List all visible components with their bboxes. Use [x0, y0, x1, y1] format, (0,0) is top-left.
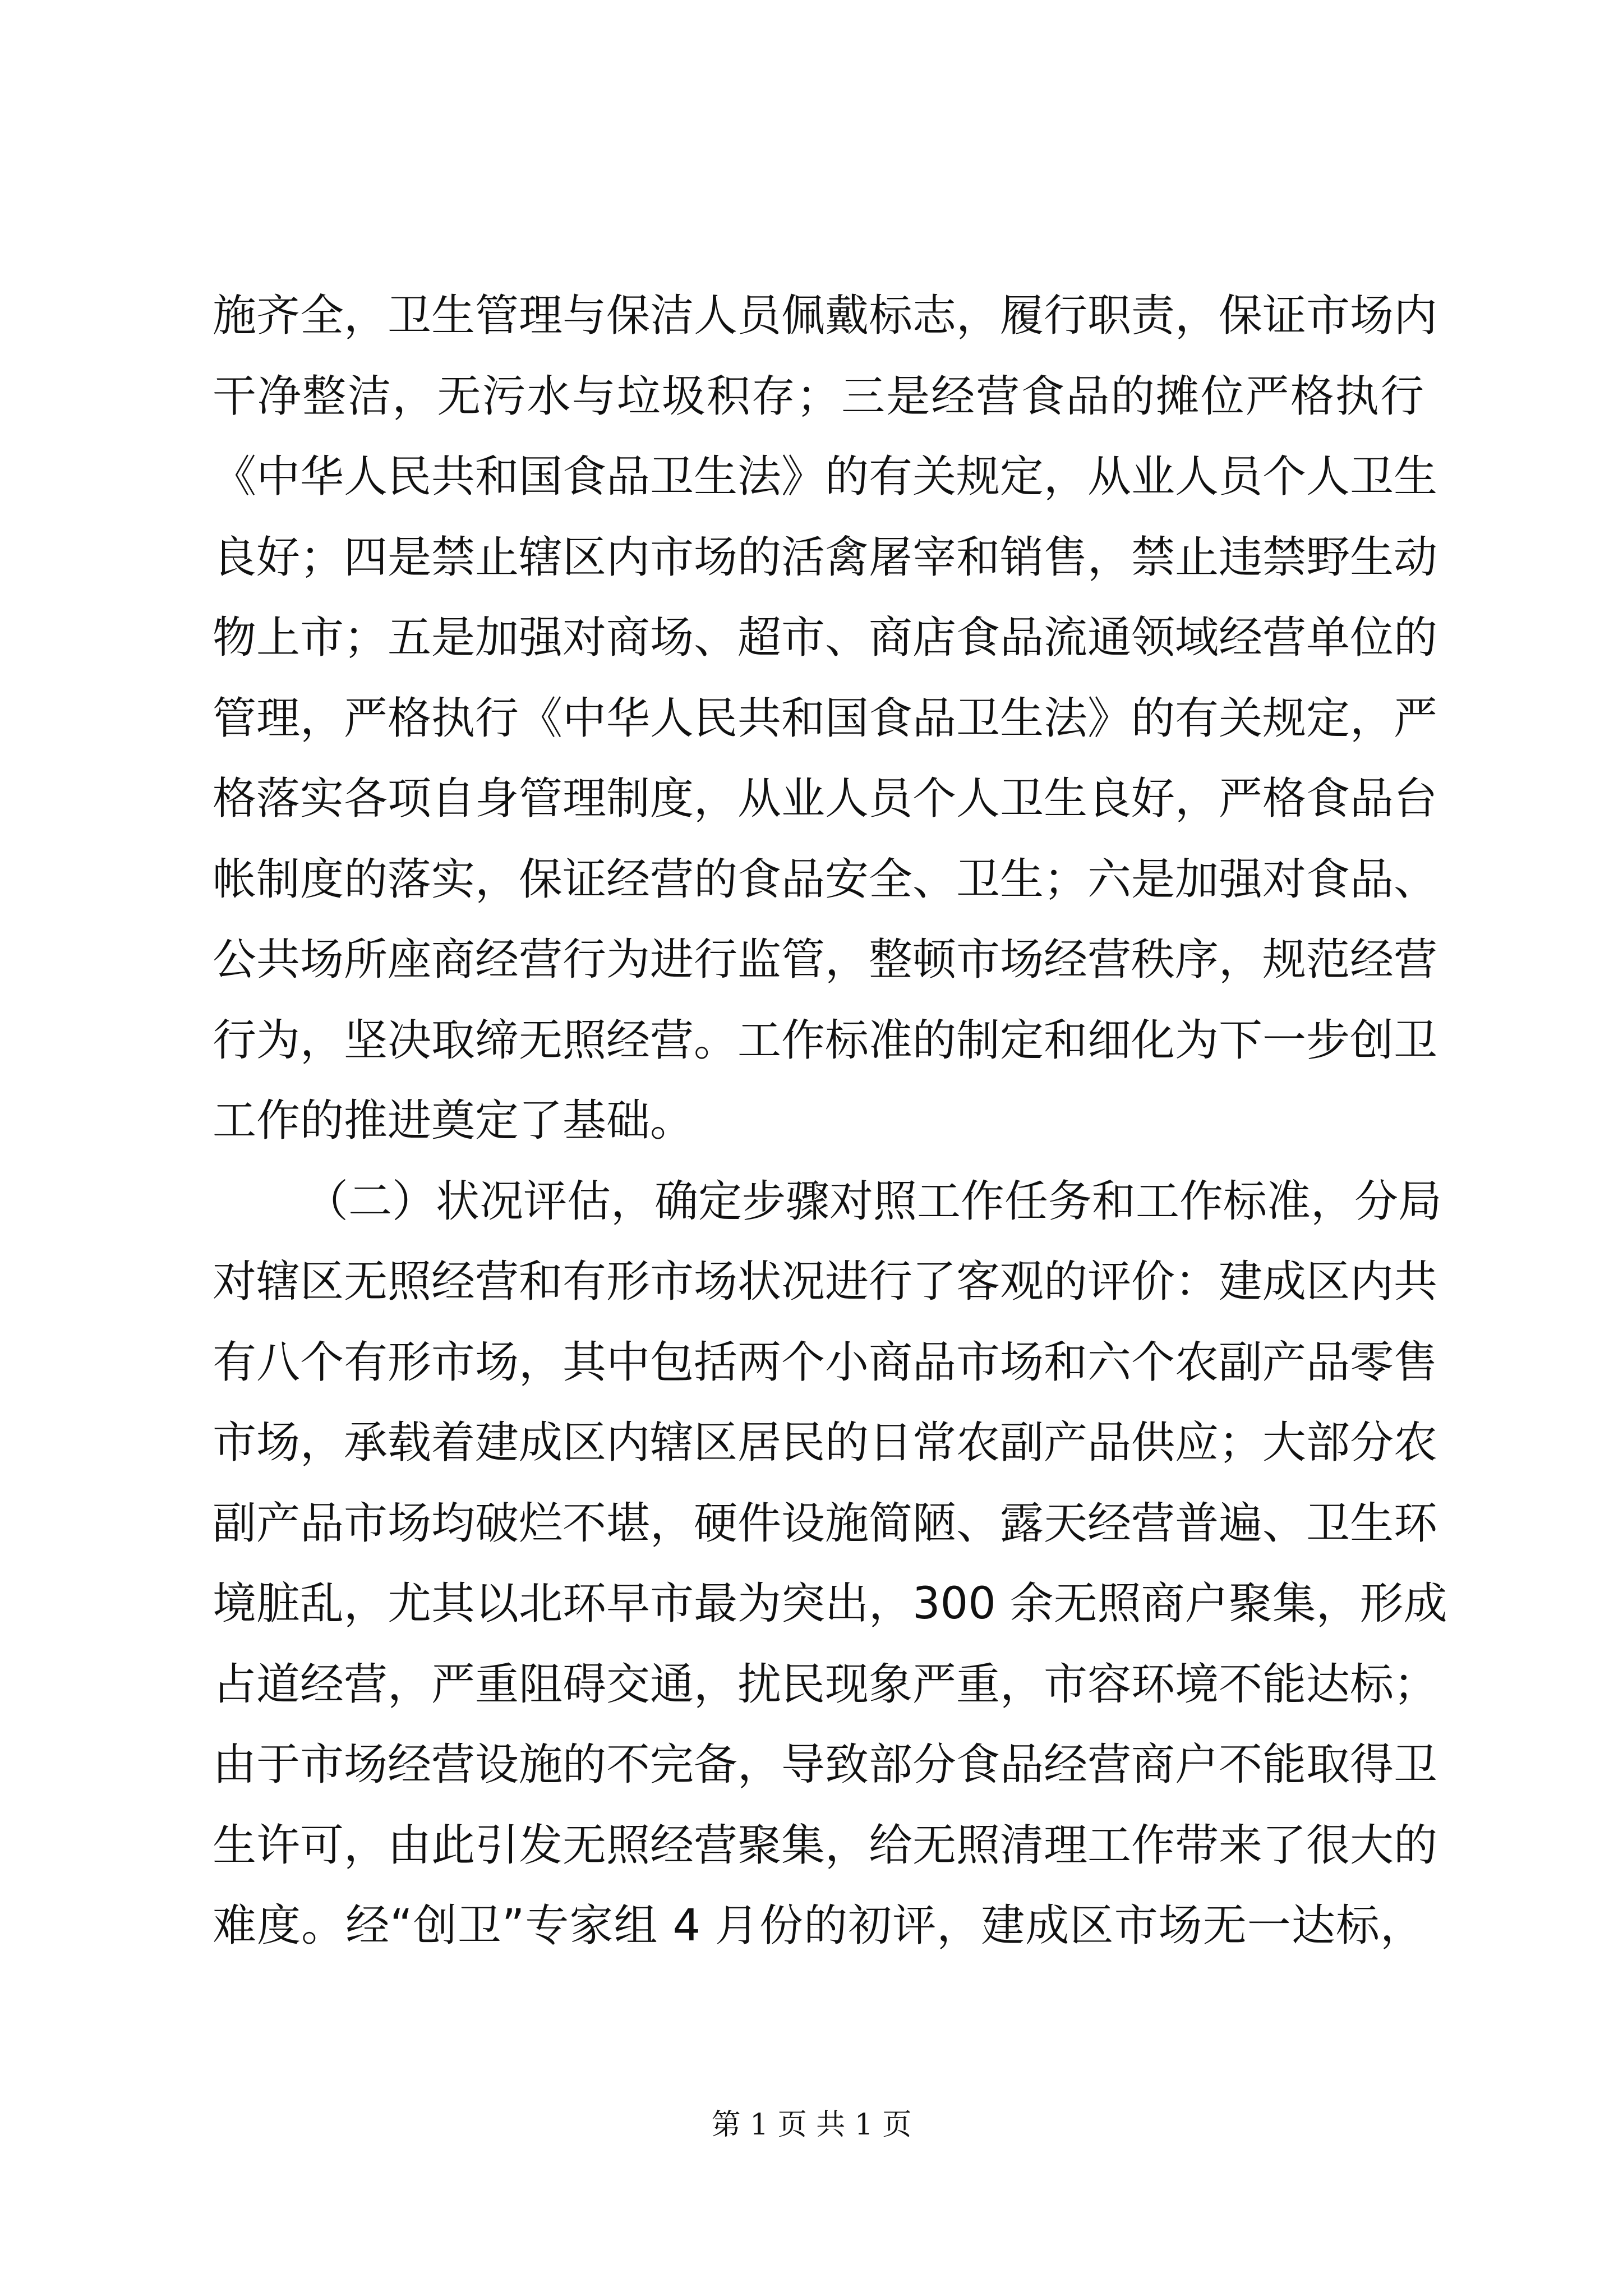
text-line: 难度。经“创卫”专家组 4 月份的初评，建成区市场无一达标，: [213, 1901, 1424, 1951]
text-line: 干净整洁，无污水与垃圾积存；三是经营食品的摊位严格执行: [213, 371, 1424, 422]
text-line: 市场，承载着建成区内辖区居民的日常农副产品供应；大部分农: [213, 1418, 1438, 1468]
text-line: 占道经营，严重阻碍交通，扰民现象严重，市容环境不能达标；: [213, 1659, 1438, 1710]
text-line: 生许可，由此引发无照经营聚集，给无照清理工作带来了很大的: [213, 1820, 1438, 1871]
text-line: 副产品市场均破烂不堪，硬件设施简陋、露天经营普遍、卫生环: [213, 1498, 1438, 1549]
text-line: 有八个有形市场，其中包括两个小商品市场和六个农副产品零售: [213, 1337, 1438, 1388]
text-line: 帐制度的落实，保证经营的食品安全、卫生；六是加强对食品、: [213, 854, 1438, 905]
text-line: 物上市；五是加强对商场、超市、商店食品流通领域经营单位的: [213, 613, 1438, 663]
text-line: 由于市场经营设施的不完备，导致部分食品经营商户不能取得卫: [213, 1740, 1438, 1790]
text-line: 施齐全，卫生管理与保洁人员佩戴标志，履行职责，保证市场内: [213, 291, 1438, 341]
text-line: 工作的推进奠定了基础。: [213, 1096, 694, 1146]
text-line: 对辖区无照经营和有形市场状况进行了客观的评价：建成区内共: [213, 1257, 1438, 1307]
text-line: 《中华人民共和国食品卫生法》的有关规定，从业人员个人卫生: [213, 452, 1438, 502]
text-line: 管理，严格执行《中华人民共和国食品卫生法》的有关规定，严: [213, 693, 1438, 744]
text-line: 公共场所座商经营行为进行监管，整顿市场经营秩序，规范经营: [213, 935, 1438, 985]
text-line: 良好；四是禁止辖区内市场的活禽屠宰和销售，禁止违禁野生动: [213, 532, 1438, 583]
page-footer: 第 1 页 共 1 页: [711, 2108, 912, 2142]
text-line: 行为，坚决取缔无照经营。工作标准的制定和细化为下一步创卫: [213, 1015, 1438, 1066]
text-line: 格落实各项自身管理制度，从业人员个人卫生良好，严格食品台: [213, 774, 1438, 824]
text-line: 境脏乱，尤其以北环早市最为突出，300 余无照商户聚集，形成: [213, 1579, 1447, 1629]
paragraph-first-line: （二）状况评估，确定步骤对照工作任务和工作标准，分局: [305, 1176, 1442, 1227]
